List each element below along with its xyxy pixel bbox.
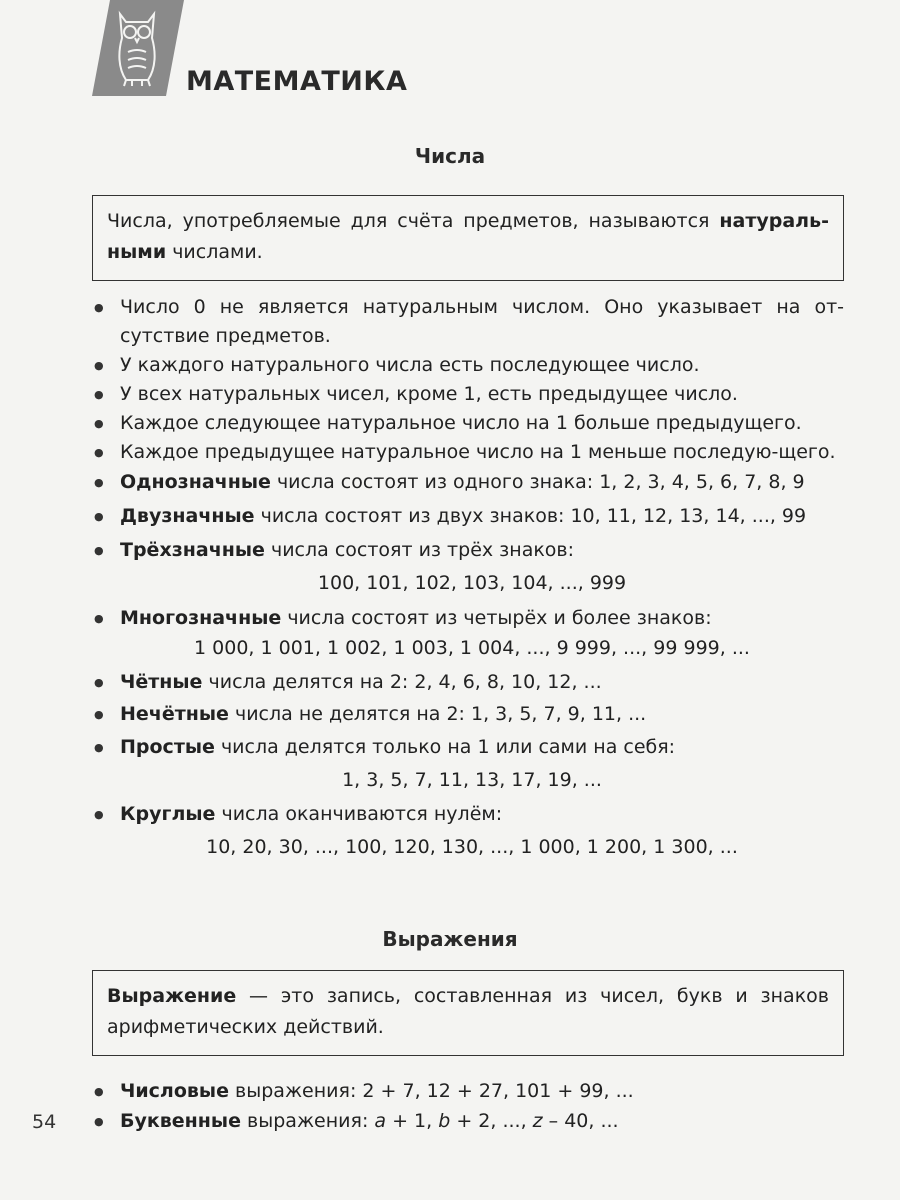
expressions-bullet-list — [92, 1077, 844, 1136]
owl-logo — [92, 0, 184, 96]
definition-term: натураль-ными — [107, 210, 829, 263]
subject-title: МАТЕМАТИКА — [186, 66, 408, 97]
list-item: ● Числовые выражения: 2 + 7, 12 + 27, 101 + 99, ... — [92, 1077, 844, 1106]
list-item: ● Круглые числа оканчиваются нулём: 10, 20, 30, ..., 100, 120, 130, ..., 1 000, 1 200, 1 300, ... — [92, 800, 844, 862]
list-item: ● Каждое следующее натуральное число на 1 больше предыдущего. — [92, 409, 844, 438]
list-item: ● Многозначные числа состоят из четырёх и более знаков: 1 000, 1 001, 1 002, 1 003, 1 004, ..., 9 999, ..., 99 999, ... — [92, 604, 844, 663]
list-item: ● У каждого натурального числа есть последующее число. — [92, 351, 844, 380]
list-item: ● Буквенные выражения: a + 1, b + 2, ..., z – 40, ... — [92, 1107, 844, 1136]
definition-text: Числа, употребляемые для счёта предметов, называются — [107, 210, 720, 232]
list-item: ● У всех натуральных чисел, кроме 1, есть предыдущее число. — [92, 380, 844, 409]
list-item: ● Двузначные числа состоят из двух знаков: 10, 11, 12, 13, 14, ..., 99 — [92, 502, 844, 531]
number-sequence: 1, 3, 5, 7, 11, 13, 17, 19, ... — [342, 769, 602, 791]
list-item: ● Каждое предыдущее натуральное число на 1 меньше последую-щего. — [92, 438, 844, 467]
number-sequence: 10, 20, 30, ..., 100, 120, 130, ..., 1 000, 1 200, 1 300, ... — [206, 836, 738, 858]
definition-box-natural-numbers — [92, 195, 844, 281]
list-item: ● Нечётные числа не делятся на 2: 1, 3, 5, 7, 9, 11, ... — [92, 700, 844, 729]
list-item: ● Число 0 не является натуральным числом. Оно указывает на от-сутствие предметов. — [92, 293, 844, 351]
number-sequence: 100, 101, 102, 103, 104, ..., 999 — [317, 572, 627, 594]
definition-term: Выражение — [107, 985, 237, 1007]
definition-text-end: числами. — [166, 241, 263, 263]
numbers-bullet-list — [92, 293, 844, 862]
list-item: ● Чётные числа делятся на 2: 2, 4, 6, 8, 10, 12, ... — [92, 668, 844, 697]
section-title-numbers: Числа — [414, 144, 486, 168]
page-number: 54 — [32, 1111, 57, 1133]
list-item: ● Трёхзначные числа состоят из трёх знаков: 100, 101, 102, 103, 104, ..., 999 — [92, 536, 844, 598]
definition-text: — это запись, составленная из чисел, букв и знаков арифметических действий. — [107, 985, 829, 1038]
list-item: ● Однозначные числа состоят из одного знака: 1, 2, 3, 4, 5, 6, 7, 8, 9 — [92, 468, 844, 497]
list-item: ● Простые числа делятся только на 1 или сами на себя: 1, 3, 5, 7, 11, 13, 17, 19, ... — [92, 733, 844, 795]
number-sequence: 1 000, 1 001, 1 002, 1 003, 1 004, ..., 9 999, ..., 99 999, ... — [194, 637, 750, 659]
section-title-expressions: Выражения — [382, 927, 518, 951]
definition-box-expression — [92, 970, 844, 1056]
owl-icon — [112, 8, 162, 88]
